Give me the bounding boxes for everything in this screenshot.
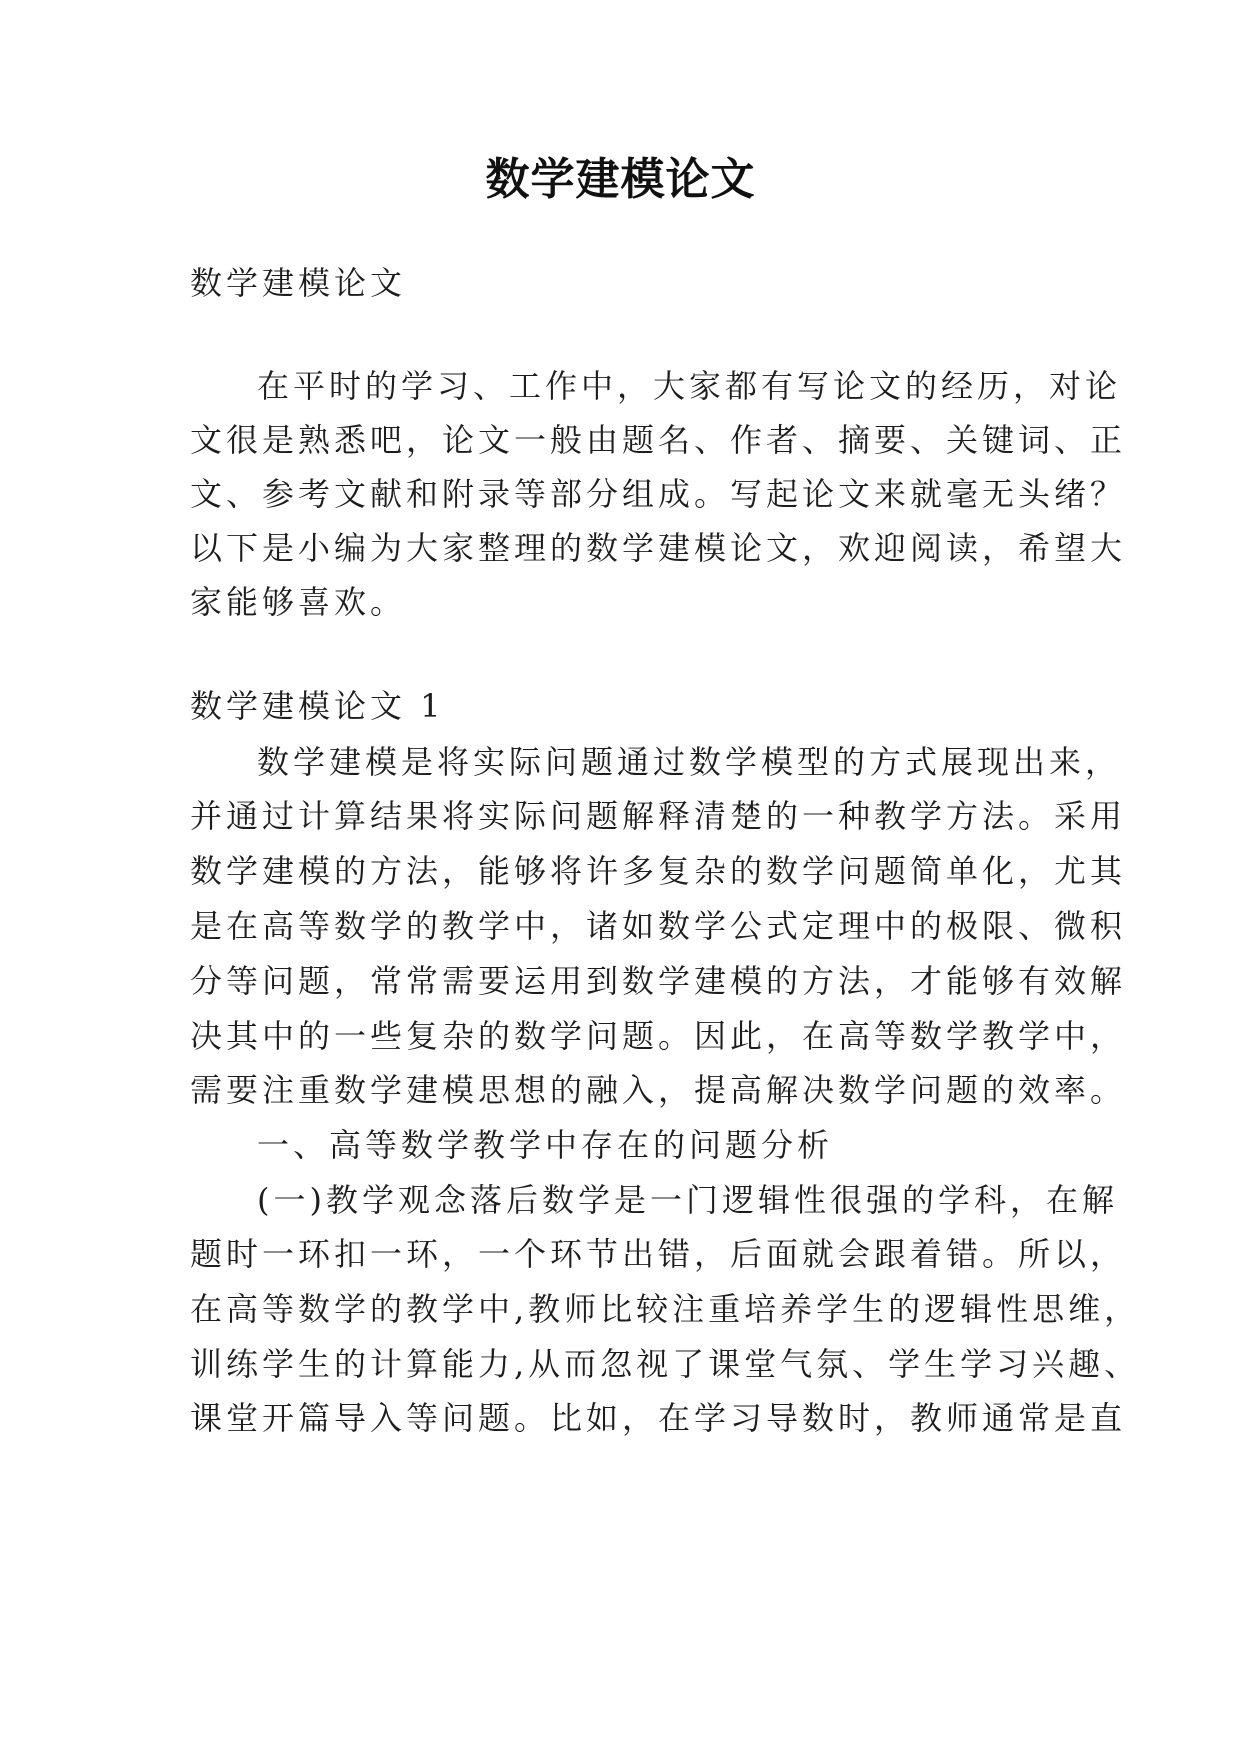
body-line: 分等问题，常常需要运用到数学建模的方法，才能够有效解 xyxy=(190,962,1127,1000)
body-line: 课堂开篇导入等问题。比如，在学习导数时，教师通常是直 xyxy=(190,1399,1127,1437)
section-heading: 数学建模论文 1 xyxy=(190,687,445,725)
body-line: 数学建模是将实际问题通过数学模型的方式展现出来， xyxy=(257,743,1122,781)
body-line: 数学建模的方法，能够将许多复杂的数学问题简单化，尤其 xyxy=(190,852,1127,890)
intro-line: 以下是小编为大家整理的数学建模论文，欢迎阅读，希望大 xyxy=(190,529,1127,567)
body-line: 需要注重数学建模思想的融入，提高解决数学问题的效率。 xyxy=(190,1071,1127,1109)
intro-line: 文、参考文献和附录等部分组成。写起论文来就毫无头绪？ xyxy=(190,475,1127,513)
body-line: 并通过计算结果将实际问题解释清楚的一种教学方法。采用 xyxy=(190,797,1127,835)
subsection-heading: 一、高等数学教学中存在的问题分析 xyxy=(257,1126,834,1164)
body-line: 题时一环扣一环，一个环节出错，后面就会跟着错。所以， xyxy=(190,1235,1127,1273)
intro-line: 文很是熟悉吧，论文一般由题名、作者、摘要、关键词、正 xyxy=(190,421,1127,459)
body-line: 是在高等数学的教学中，诸如数学公式定理中的极限、微积 xyxy=(190,907,1127,945)
document-subtitle: 数学建模论文 xyxy=(190,264,407,302)
intro-line: 家能够喜欢。 xyxy=(190,583,407,621)
body-line: 训练学生的计算能力,从而忽视了课堂气氛、学生学习兴趣、 xyxy=(190,1345,1141,1383)
body-line: 决其中的一些复杂的数学问题。因此，在高等数学教学中， xyxy=(190,1017,1127,1055)
body-line: (一)教学观念落后数学是一门逻辑性很强的学科，在解 xyxy=(257,1181,1118,1219)
body-line: 在高等数学的教学中,教师比较注重培养学生的逻辑性思维， xyxy=(190,1290,1141,1328)
document-title: 数学建模论文 xyxy=(485,154,756,205)
intro-line: 在平时的学习、工作中，大家都有写论文的经历，对论 xyxy=(257,367,1122,405)
